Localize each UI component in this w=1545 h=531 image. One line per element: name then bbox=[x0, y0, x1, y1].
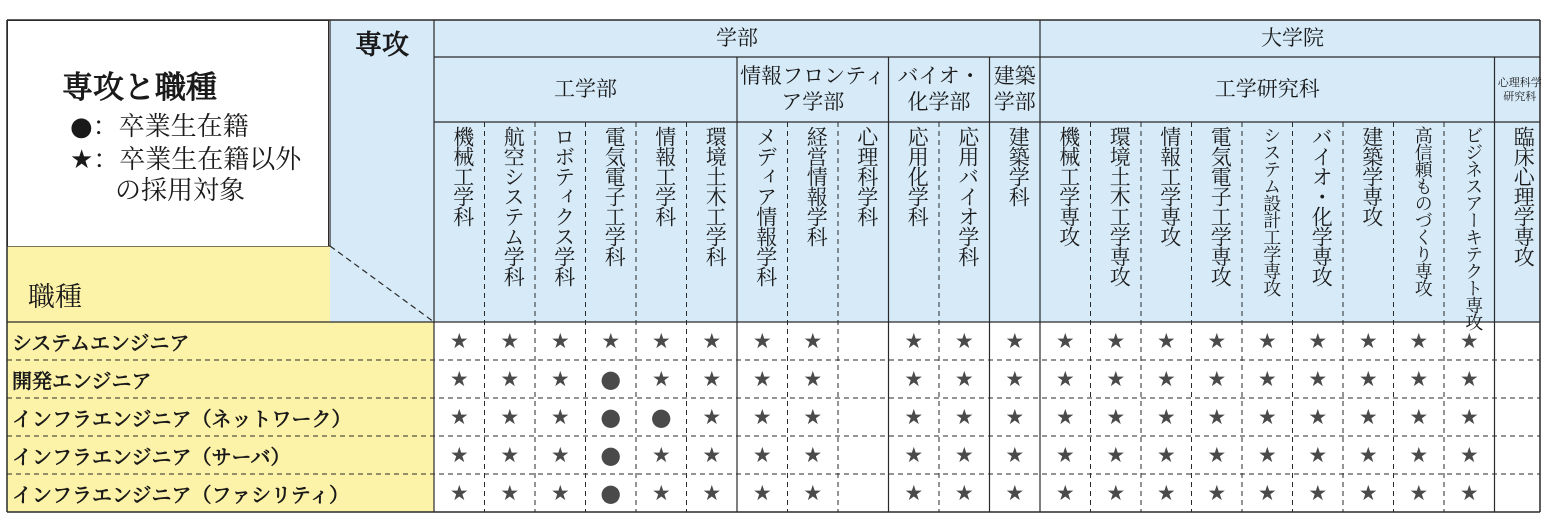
star-mark: ★ bbox=[752, 443, 772, 467]
star-mark: ★ bbox=[1308, 443, 1328, 467]
major-header: ビジネスアーキテクト専攻 bbox=[1462, 126, 1484, 330]
star-mark: ★ bbox=[702, 367, 722, 391]
star-mark: ★ bbox=[449, 405, 469, 429]
star-mark: ★ bbox=[1308, 405, 1328, 429]
star-mark: ★ bbox=[1005, 329, 1025, 353]
major-header: 臨床心理学専攻 bbox=[1511, 126, 1536, 266]
star-mark: ★ bbox=[500, 405, 520, 429]
star-mark: ★ bbox=[1358, 443, 1378, 467]
star-mark: ★ bbox=[904, 329, 924, 353]
star-mark: ★ bbox=[550, 481, 570, 505]
star-mark: ★ bbox=[1207, 481, 1227, 505]
star-mark: ★ bbox=[954, 481, 974, 505]
star-mark: ★ bbox=[752, 481, 772, 505]
major-header: 環境土木工学専攻 bbox=[1107, 126, 1132, 286]
star-mark: ★ bbox=[1308, 481, 1328, 505]
circle-mark: ● bbox=[600, 403, 622, 431]
star-mark: ★ bbox=[954, 367, 974, 391]
faculty-header: 建築学部 bbox=[993, 64, 1036, 114]
star-mark: ★ bbox=[1409, 481, 1429, 505]
star-mark: ★ bbox=[904, 405, 924, 429]
star-mark: ★ bbox=[1207, 405, 1227, 429]
major-header: 環境土木工学科 bbox=[703, 126, 728, 266]
major-header: メディア情報学科 bbox=[753, 126, 778, 286]
job-header-label: 職種 bbox=[28, 281, 82, 313]
major-header: 建築学専攻 bbox=[1359, 126, 1384, 226]
star-mark: ★ bbox=[1055, 443, 1075, 467]
legend-star-meaning: ★：卒業生在籍以外 bbox=[70, 145, 302, 175]
star-mark: ★ bbox=[500, 443, 520, 467]
star-mark: ★ bbox=[1358, 367, 1378, 391]
legend-star-meaning-cont: の採用対象 bbox=[115, 176, 246, 206]
major-header: 電気電子工学科 bbox=[602, 126, 627, 266]
legend-circle-meaning: ●：卒業生在籍 bbox=[70, 112, 249, 142]
star-mark: ★ bbox=[803, 443, 823, 467]
row-label: システムエンジニア bbox=[12, 330, 190, 355]
major-header-label: 専攻 bbox=[355, 29, 409, 61]
star-mark: ★ bbox=[1055, 367, 1075, 391]
star-mark: ★ bbox=[954, 405, 974, 429]
major-header: 航空システム学科 bbox=[501, 126, 526, 286]
star-mark: ★ bbox=[803, 405, 823, 429]
star-mark: ★ bbox=[449, 443, 469, 467]
star-mark: ★ bbox=[550, 443, 570, 467]
star-mark: ★ bbox=[1055, 329, 1075, 353]
star-mark: ★ bbox=[954, 443, 974, 467]
star-mark: ★ bbox=[1459, 367, 1479, 391]
star-mark: ★ bbox=[904, 367, 924, 391]
star-mark: ★ bbox=[651, 443, 671, 467]
row-label: インフラエンジニア（ファシリティ） bbox=[12, 482, 350, 507]
circle-mark: ● bbox=[600, 365, 622, 393]
star-mark: ★ bbox=[1106, 367, 1126, 391]
faculty-header: 情報フロンティア学部 bbox=[740, 64, 886, 114]
major-header: 心理科学科 bbox=[854, 126, 879, 226]
circle-mark: ● bbox=[600, 441, 622, 469]
star-mark: ★ bbox=[449, 481, 469, 505]
star-mark: ★ bbox=[904, 443, 924, 467]
star-mark: ★ bbox=[1156, 405, 1176, 429]
major-header: 経営情報学科 bbox=[804, 126, 829, 246]
star-mark: ★ bbox=[702, 405, 722, 429]
star-mark: ★ bbox=[1005, 405, 1025, 429]
major-header: 高信頼ものづくり専攻 bbox=[1411, 126, 1433, 296]
star-mark: ★ bbox=[1459, 481, 1479, 505]
group-header: 学部 bbox=[716, 25, 758, 50]
star-mark: ★ bbox=[1257, 443, 1277, 467]
star-mark: ★ bbox=[1207, 329, 1227, 353]
star-mark: ★ bbox=[550, 405, 570, 429]
row-label: 開発エンジニア bbox=[12, 368, 152, 393]
star-mark: ★ bbox=[752, 367, 772, 391]
star-mark: ★ bbox=[449, 329, 469, 353]
major-header: 機械工学科 bbox=[450, 126, 475, 226]
star-mark: ★ bbox=[954, 329, 974, 353]
major-header: ロボティクス学科 bbox=[551, 126, 576, 286]
row-label: インフラエンジニア（サーバ） bbox=[12, 444, 291, 469]
circle-mark: ● bbox=[650, 403, 672, 431]
major-header: 応用化学科 bbox=[905, 126, 930, 226]
star-mark: ★ bbox=[1409, 367, 1429, 391]
star-mark: ★ bbox=[1156, 443, 1176, 467]
major-header: バイオ・化学専攻 bbox=[1309, 126, 1334, 286]
faculty-header: 工学研究科 bbox=[1214, 76, 1320, 101]
star-mark: ★ bbox=[752, 405, 772, 429]
star-mark: ★ bbox=[1005, 481, 1025, 505]
star-mark: ★ bbox=[702, 329, 722, 353]
star-mark: ★ bbox=[1358, 405, 1378, 429]
major-header: 情報工学専攻 bbox=[1157, 126, 1182, 246]
major-header: 応用バイオ学科 bbox=[955, 126, 980, 266]
major-header: 情報工学科 bbox=[652, 126, 677, 226]
star-mark: ★ bbox=[550, 329, 570, 353]
star-mark: ★ bbox=[1055, 481, 1075, 505]
star-mark: ★ bbox=[1207, 443, 1227, 467]
legend-title: 専攻と職種 bbox=[62, 70, 217, 106]
star-mark: ★ bbox=[702, 481, 722, 505]
faculty-header: 心理科学研究科 bbox=[1497, 76, 1542, 103]
star-mark: ★ bbox=[1106, 481, 1126, 505]
star-mark: ★ bbox=[1257, 329, 1277, 353]
star-mark: ★ bbox=[500, 481, 520, 505]
star-mark: ★ bbox=[1358, 329, 1378, 353]
star-mark: ★ bbox=[1409, 405, 1429, 429]
star-mark: ★ bbox=[1409, 443, 1429, 467]
star-mark: ★ bbox=[1156, 329, 1176, 353]
star-mark: ★ bbox=[1106, 329, 1126, 353]
star-mark: ★ bbox=[1106, 443, 1126, 467]
faculty-header: 工学部 bbox=[554, 76, 617, 101]
star-mark: ★ bbox=[651, 329, 671, 353]
circle-mark: ● bbox=[600, 479, 622, 507]
star-mark: ★ bbox=[1106, 405, 1126, 429]
star-mark: ★ bbox=[1156, 367, 1176, 391]
row-label: インフラエンジニア（ネットワーク） bbox=[12, 406, 352, 431]
star-mark: ★ bbox=[1257, 481, 1277, 505]
star-mark: ★ bbox=[1257, 405, 1277, 429]
star-mark: ★ bbox=[1005, 443, 1025, 467]
star-mark: ★ bbox=[651, 481, 671, 505]
star-mark: ★ bbox=[449, 367, 469, 391]
star-mark: ★ bbox=[1055, 405, 1075, 429]
star-mark: ★ bbox=[803, 481, 823, 505]
star-mark: ★ bbox=[1358, 481, 1378, 505]
star-mark: ★ bbox=[904, 481, 924, 505]
star-mark: ★ bbox=[1257, 367, 1277, 391]
group-header: 大学院 bbox=[1261, 25, 1324, 50]
star-mark: ★ bbox=[500, 329, 520, 353]
star-mark: ★ bbox=[803, 329, 823, 353]
star-mark: ★ bbox=[803, 367, 823, 391]
major-header: システム設計工学専攻 bbox=[1260, 126, 1282, 296]
star-mark: ★ bbox=[1308, 367, 1328, 391]
star-mark: ★ bbox=[752, 329, 772, 353]
star-mark: ★ bbox=[601, 329, 621, 353]
star-mark: ★ bbox=[1005, 367, 1025, 391]
star-mark: ★ bbox=[1409, 329, 1429, 353]
major-header: 電気電子工学専攻 bbox=[1208, 126, 1233, 286]
star-mark: ★ bbox=[550, 367, 570, 391]
star-mark: ★ bbox=[651, 367, 671, 391]
star-mark: ★ bbox=[1459, 405, 1479, 429]
major-header: 機械工学専攻 bbox=[1056, 126, 1081, 246]
major-header: 建築学科 bbox=[1006, 126, 1031, 206]
star-mark: ★ bbox=[1459, 329, 1479, 353]
star-mark: ★ bbox=[500, 367, 520, 391]
star-mark: ★ bbox=[1207, 367, 1227, 391]
faculty-header: バイオ・化学部 bbox=[897, 64, 981, 114]
star-mark: ★ bbox=[702, 443, 722, 467]
star-mark: ★ bbox=[1459, 443, 1479, 467]
star-mark: ★ bbox=[1308, 329, 1328, 353]
star-mark: ★ bbox=[1156, 481, 1176, 505]
